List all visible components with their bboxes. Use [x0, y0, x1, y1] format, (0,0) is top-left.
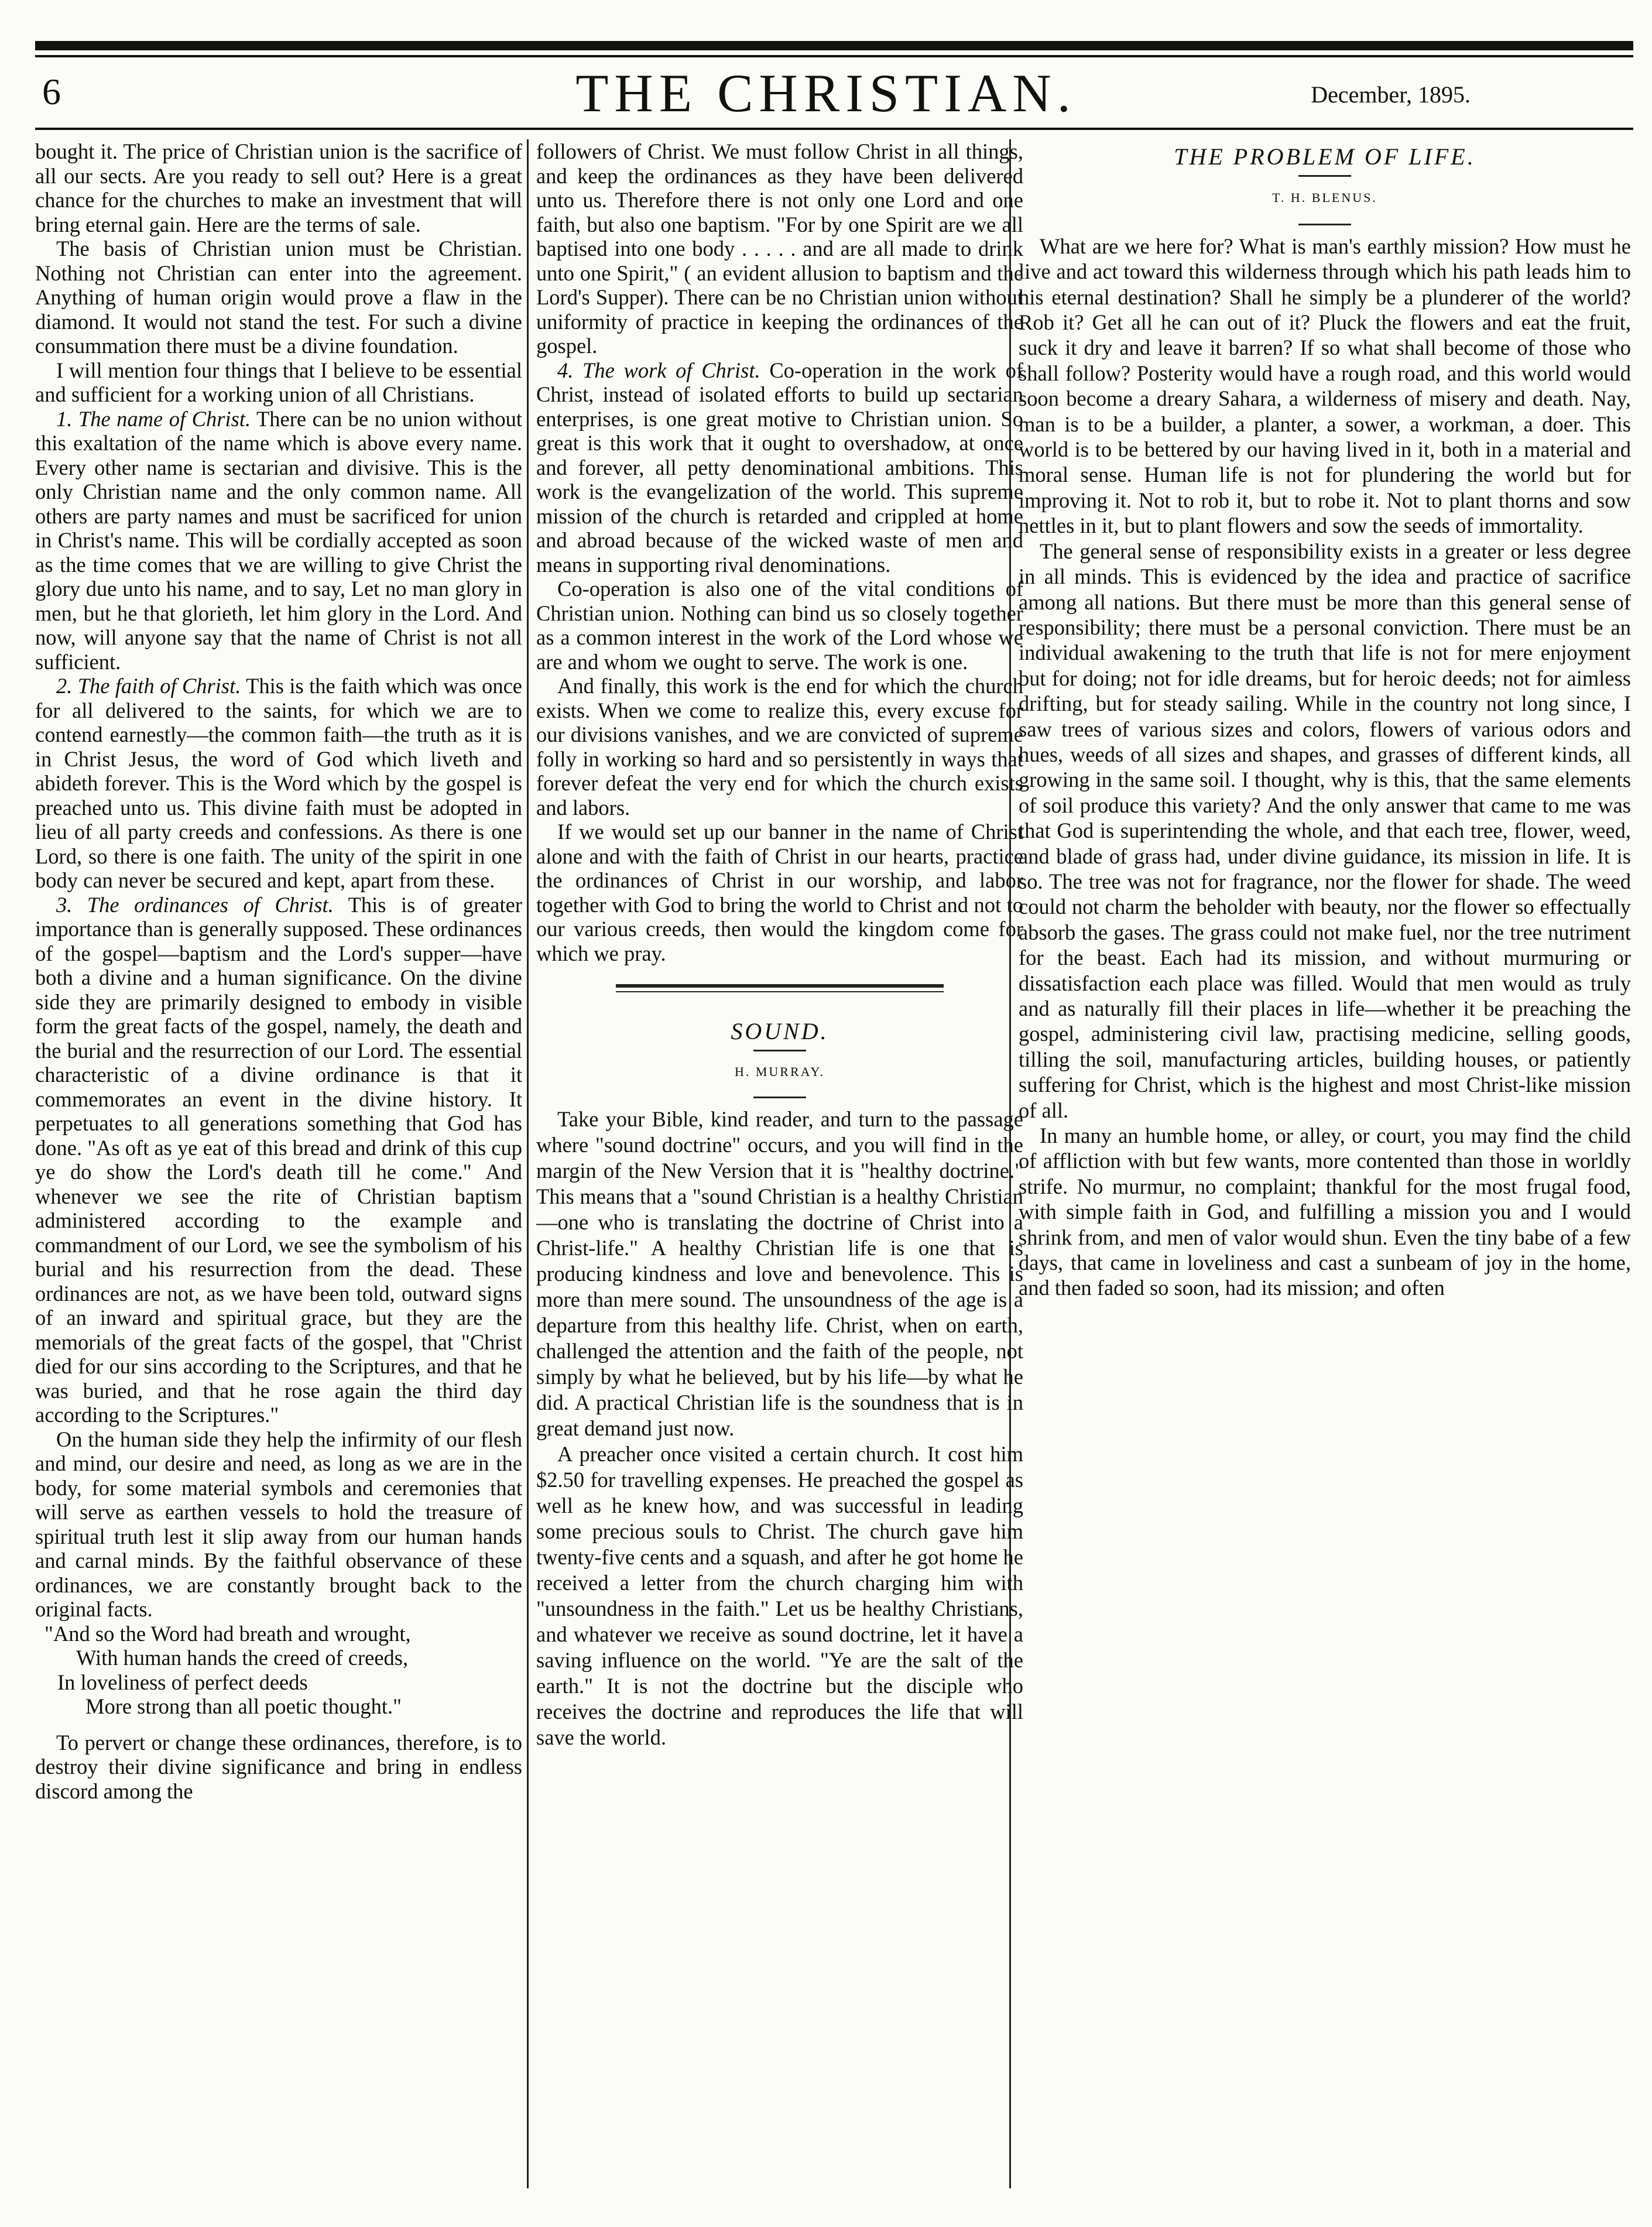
paragraph: On the human side they help the infirmity of our flesh and mind, our desire and need, as long as we are in the body, for some material symbols and ceremonies that will serve as earthen vessels to hold the treasure of spiritual truth lest it slip away from our human hands and carnal minds. By the faithful observance of these ordinances, we are constantly brought back to the original facts. [35, 1427, 522, 1621]
paragraph: If we would set up our banner in the name of Christ alone and with the faith of Christ in our hearts, practice the ordinances of Christ in our worship, and labor together with God to bring the world to Christ and not to our various creeds, then would the kingdom come for which we pray. [536, 820, 1023, 965]
paragraph: The basis of Christian union must be Christian. Nothing not Christian can enter into the agreement. Anything of human origin would prove a flaw in the diamond. It would not stand the test. For such a divine consummation there must be a divine foundation. [35, 237, 522, 358]
article-author: T. H. BLENUS. [1272, 190, 1377, 205]
section-heading: 2. The faith of Christ. [56, 674, 241, 698]
column-1 [35, 139, 522, 2171]
paragraph: And finally, this work is the end for which the church exists. When we come to realize this, every excuse for our divisions vanishes, and we are convicted of supreme folly in working so hard and so persistently in ways that forever defeat the very end for which the church exists and labors. [536, 674, 1023, 820]
paragraph: The general sense of responsibility exists in a greater or less degree in all minds. This is evidenced by the idea and practice of sacrifice among all nations. But there must be more than this general sense of responsibility; there must be a personal conviction. There must be an individual awakening to the truth that life is not for mere enjoyment but for doing; not for idle dreams, but for heroic deeds; not for aimless drifting, but for steady sailing. While in the country not long since, I saw trees of various sizes and colors, flowers of various odors and hues, weeds of all sizes and shapes, and grasses of different kinds, all growing in the same soil. I thought, why is this, that the same elements of soil produce this variety? And the only answer that came to me was that God is superintending the whole, and that each tree, flower, weed, and blade of grass had, under divine guidance, its mission in life. It is so. The tree was not for fragrance, nor the flower for shade. The weed could not charm the beholder with beauty, nor the flower so effectually absorb the gases. The grass could not make fuel, nor the tree nutriment for the beast. Each had its mission, and without murmuring or dissatisfaction each place was filled. Would that men would as truly and as naturally fill their places in life—whether it be preaching the gospel, administering civil law, practising medicine, selling goods, tilling the soil, manufacturing articles, building houses, or patiently suffering for Christ, which is the highest and most Christ-like mission of all. [1019, 539, 1631, 1122]
poem-quote [35, 1622, 522, 1719]
paragraph-text: This is the faith which was once for all delivered to the saints, for which we are to contend earnestly—the common faith—the truth as it is in Christ Jesus, the word of God which liveth and abideth forever. This is the Word which by the gospel is preached unto us. This divine faith must be adopted in lieu of all party creeds and confessions. As there is one Lord, so there is one faith. The unity of the spirit in one body can never be secured and kept, apart from these. [35, 674, 522, 892]
paragraph [35, 893, 522, 1427]
article-title: THE PROBLEM OF LIFE. [1174, 143, 1476, 170]
paragraph-text: There can be no union without this exaltation of the name which is above every name. Every other name is sectarian and divisive. This is the only Christian name and the only common name. All others are party names and must be sacrificed for union in Christ's name. This will be cordially accepted as soon as the time comes that we are willing to give Christ the glory due unto his name, and to say, Let no man glory in men, but he that glorieth, let him glory in the Lord. And now, will anyone say that the name of Christ is not all sufficient. [35, 406, 522, 674]
paragraph: To pervert or change these ordinances, therefore, is to destroy their divine significance and bring in endless discord among the [35, 1730, 522, 1803]
column-2 [536, 139, 1023, 2171]
article-separator [616, 984, 944, 992]
author-rule [753, 1097, 806, 1098]
paragraph [35, 674, 522, 893]
masthead-top-rule [35, 41, 1633, 50]
paragraph: In many an humble home, or alley, or court, you may find the child of affliction with but few wants, more contented than those in worldly strife. No murmur, no complaint; thankful for the most frugal food, with simple faith in God, and fulfilling a mission you and I would shrink from, and men of valor would shun. Even the tiny babe of a few days, that came in loveliness and cast a sunbeam of joy in the home, and then faded so soon, had its mission; and often [1019, 1123, 1631, 1300]
column-divider [527, 139, 529, 2188]
paragraph: bought it. The price of Christian union is the sacrifice of all our sects. Are you ready to sell out? Here is a great chance for the churches to make an investment that will bring eternal gain. Here are the terms of sale. [35, 139, 522, 237]
newspaper-title: THE CHRISTIAN. [575, 63, 1077, 123]
masthead-top-thin-rule [35, 55, 1633, 57]
paragraph: I will mention four things that I believe to be essential and sufficient for a working union of all Christians. [35, 358, 522, 406]
poem-line: With human hands the creed of creeds, [76, 1646, 409, 1670]
section-heading: 1. The name of Christ. [56, 406, 251, 431]
title-rule [753, 1050, 806, 1051]
paragraph: Take your Bible, kind reader, and turn to the passage where "sound doctrine" occurs, and you will find in the margin of the New Version that it is "healthy doctrine." This means that a "sound Christian is a healthy Christian—one who is translating the doctrine of Christ into a Christ-life." A healthy Christian life is one that is producing kindness and love and benevolence. This is more than mere sound. The unsoundness of the age is a departure from this healthy life. Christ, when on earth, challenged the attention and the faith of the people, not simply by what he believed, but by his life—by what he did. A practical Christian life is the soundness that is in great demand just now. [536, 1107, 1023, 1440]
column-3 [1019, 139, 1631, 2171]
poem-line: "And so the Word had breath and wrought, [44, 1621, 411, 1646]
issue-date: December, 1895. [1311, 81, 1471, 108]
paragraph-text: Co-operation in the work of Christ, instead of isolated efforts to build up sectarian enterprises, is one great motive to Christian union. So great is this work that it ought to overshadow, at once and forever, all petty denominational ambitions. This work is the evangelization of the world. This supreme mission of the church is retarded and crippled at home and abroad because of the wicked waste of men and means in supporting rival denominations. [536, 358, 1023, 577]
paragraph [35, 407, 522, 674]
paragraph: What are we here for? What is man's earthly mission? How must he live and act toward this wilderness through which his path leads him to his eternal destination? Shall he simply be a plunderer of the world? Rob it? Get all he can out of it? Pluck the flowers and eat the fruit, suck it dry and leave it barren? If so what shall become of those who shall follow? Posterity would have a rough road, and this world would soon become a dreary Sahara, a wilderness of misery and death. Nay, man is to be a builder, a planter, a sower, a workman, a doer. This world is to be bettered by our having lived in it, both in a material and moral sense. Human life is not for plundering the world but for improving it. Not to rob it, but to robe it. Not to plant thorns and sow nettles in it, but to plant flowers and sow the seeds of immortality. [1019, 234, 1631, 538]
page-number: 6 [42, 71, 61, 112]
section-heading: 4. The work of Christ. [557, 358, 760, 382]
paragraph: A preacher once visited a certain church. It cost him $2.50 for travelling expenses. He preached the gospel as well as he knew how, and was successful in leading some precious souls to Christ. The church gave him twenty-five cents and a squash, and after he got home he received a letter from the church charging him with "unsoundness in the faith." Let us be healthy Christians, and whatever we receive as sound doctrine, let it have a saving influence on the world. "Ye are the salt of the earth." It is not the doctrine but the disciple who receives the doctrine and reproduces the life that will save the world. [536, 1442, 1023, 1749]
paragraph: followers of Christ. We must follow Christ in all things, and keep the ordinances as they have been delivered unto us. Therefore there is not only one Lord and one faith, but also one baptism. "For by one Spirit are we all baptised into one body . . . . . and are all made to drink unto one Spirit," ( an evident allusion to baptism and the Lord's Supper). There can be no Christian union without uniformity of practice in keeping the ordinances of the gospel. [536, 139, 1023, 358]
poem-line: In loveliness of perfect deeds [57, 1670, 308, 1694]
section-heading: 3. The ordinances of Christ. [56, 892, 334, 917]
masthead-bottom-rule [35, 128, 1633, 130]
title-rule [1298, 175, 1351, 177]
paragraph [536, 358, 1023, 577]
paragraph: Co-operation is also one of the vital conditions of Christian union. Nothing can bind us so closely together as a common interest in the work of the Lord whose we are and whom we ought to serve. The work is one. [536, 577, 1023, 674]
article-title: SOUND. [731, 1018, 829, 1044]
author-rule [1298, 224, 1351, 225]
poem-line: More strong than all poetic thought." [85, 1694, 402, 1718]
article-author: H. MURRAY. [734, 1064, 825, 1079]
paragraph-text: This is of greater importance than is generally supposed. These ordinances of the gospel—baptism and the Lord's supper—have both a divine and a human significance. On the divine side they are primarily designed to embody in visible form the great facts of the gospel, namely, the death and the burial and the resurrection of our Lord. The essential characteristic of a divine ordinance is that it commemorates an event in the divine history. It perpetuates to all generations something that God has done. "As oft as ye eat of this bread and drink of this cup ye do show the Lord's death till he come." And whenever we see the rite of Christian baptism administered according to the example and commandment of our Lord, we see the symbolism of his burial and his resurrection from the dead. These ordinances are not, as we have been told, outward signs of an inward and spiritual grace, but they are the memorials of the great facts of the gospel, that "Christ died for our sins according to the Scriptures, and that he was buried, and that he rose again the third day according to the Scriptures." [35, 892, 522, 1427]
